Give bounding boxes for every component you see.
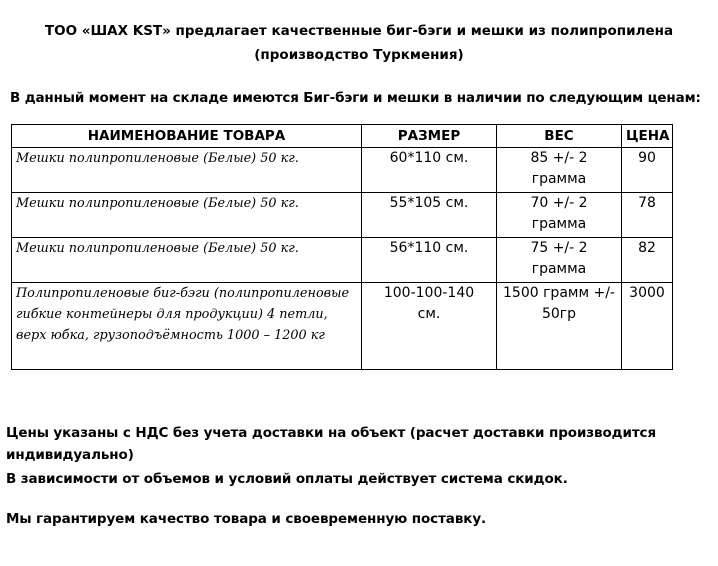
- product-weight-cell: [497, 283, 622, 370]
- product-size: 60*110 см.: [362, 148, 497, 193]
- table-row: [12, 283, 673, 370]
- product-price: 78: [622, 193, 673, 238]
- product-weight-cell: [497, 148, 622, 193]
- product-size-text: 100-100-140 см.: [383, 285, 475, 322]
- price-table: [11, 124, 673, 370]
- header-price: ЦЕНА: [622, 125, 673, 148]
- footer-discount-note: В зависимости от объемов и условий оплаты действует система скидок.: [6, 471, 568, 487]
- product-price: 90: [622, 148, 673, 193]
- product-name: Мешки полипропиленовые (Белые) 50 кг.: [12, 238, 362, 283]
- product-weight: 85 +/- 2 грамма: [530, 150, 588, 187]
- product-weight-cell: [497, 238, 622, 283]
- table-row: [12, 238, 673, 283]
- product-name: Мешки полипропиленовые (Белые) 50 кг.: [12, 148, 362, 193]
- product-weight: 70 +/- 2 грамма: [530, 195, 588, 232]
- document-subtitle: (производство Туркмения): [254, 47, 464, 63]
- footer-vat-note: Цены указаны с НДС без учета доставки на объект (расчет доставки производится индивидуально): [6, 425, 657, 463]
- table-header-row: [12, 125, 673, 148]
- table-row: [12, 193, 673, 238]
- product-size: [362, 283, 497, 370]
- product-name: Мешки полипропиленовые (Белые) 50 кг.: [12, 193, 362, 238]
- header-size: РАЗМЕР: [362, 125, 497, 148]
- product-size: 55*105 см.: [362, 193, 497, 238]
- product-weight: 75 +/- 2 грамма: [530, 240, 588, 277]
- header-name: НАИМЕНОВАНИЕ ТОВАРА: [12, 125, 362, 148]
- product-price: 3000: [622, 283, 673, 370]
- product-size: 56*110 см.: [362, 238, 497, 283]
- document-title: ТОО «ШАХ KST» предлагает качественные биг-бэги и мешки из полипропилена: [44, 23, 674, 39]
- product-weight-cell: [497, 193, 622, 238]
- product-price: 82: [622, 238, 673, 283]
- product-weight: 1500 грамм +/- 50гр: [503, 285, 615, 322]
- table-row: [12, 148, 673, 193]
- header-weight: ВЕС: [497, 125, 622, 148]
- footer-guarantee-note: Мы гарантируем качество товара и своевременную поставку.: [6, 511, 487, 527]
- product-name: Полипропиленовые биг-бэги (полипропиленовые гибкие контейнеры для продукции) 4 петли, верх юбка, грузоподъёмность 1000 – 1200 кг: [12, 283, 362, 370]
- intro-text: В данный момент на складе имеются Биг-бэги и мешки в наличии по следующим ценам:: [10, 90, 701, 106]
